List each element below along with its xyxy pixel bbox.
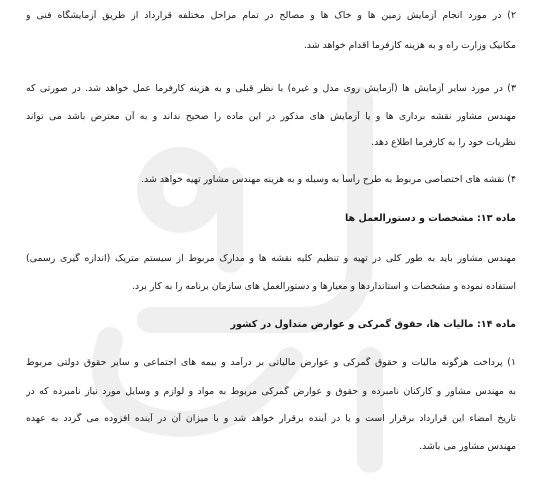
article-13-line-2: استفاده نموده و مشخصات و استانداردها و معیارها و دستورالعمل های سازمان برنامه را به کار برد. bbox=[131, 281, 516, 292]
article-13-heading: ماده ۱۳: مشخصات و دستورالعمل ها bbox=[344, 213, 516, 224]
article-13-line-1: مهندس مشاور باید به طور کلی در تهیه و تنظیم کلیه نقشه ها و مدارک مربوط از سیستم متریک (اندازه گیری رسمی) bbox=[26, 253, 516, 264]
article-14-line-1: ۱) پرداخت هرگونه مالیات و حقوق گمرکی و عوارض مالیاتی بر درآمد و بیمه های اجتماعی و سایر حقوق دولتی مربوط bbox=[26, 357, 516, 368]
paragraph-2-line-1: ۲) در مورد انجام آزمایش زمین ها و خاک ها و مصالح در تمام مراحل مختلفه قرارداد از طریق آزمایشگاه فنی و bbox=[26, 10, 516, 21]
paragraph-3-line-3: نظریات خود را به کارفرما اطلاع دهد. bbox=[371, 137, 516, 148]
article-14-line-4: مهندس مشاور می باشد. bbox=[419, 441, 516, 452]
article-14-heading: ماده ۱۴: مالیات ها، حقوق گمرکی و عوارض متداول در کشور bbox=[230, 319, 516, 330]
paragraph-4-line-1: ۴) نقشه های اختصاصی مربوط به طرح رأساً به وسیله و به هزینه مهندس مشاور تهیه خواهد شد. bbox=[141, 174, 516, 185]
paragraph-3-line-2: مهندس مشاور نقشه برداری ها و یا آزمایش های مذکور در این ماده را صحیح نداند و به آن معترض باشد می تواند bbox=[26, 111, 516, 122]
article-14-line-3: تاریخ امضاء این قرارداد برقرار است و یا در آینده برقرار خواهد شد و با میزان آن در آینده افزوده می گردد به عهده bbox=[26, 413, 516, 424]
article-14-line-2: به مهندس مشاور و کارکنان نامبرده و حقوق و عوارض گمرکی مربوط به مواد و لوازم و وسایل مورد نیاز نامبرده که در bbox=[26, 386, 516, 397]
paragraph-3-line-1: ۳) در مورد سایر آزمایش ها (آزمایش روی مدل و غیره) با نظر قبلی و به هزینه کارفرما عمل خواهد شد. در صورتی که bbox=[26, 83, 516, 94]
paragraph-2-line-2: مکانیک وزارت راه و به هزینه کارفرما اقدام خواهد شد. bbox=[303, 40, 516, 51]
